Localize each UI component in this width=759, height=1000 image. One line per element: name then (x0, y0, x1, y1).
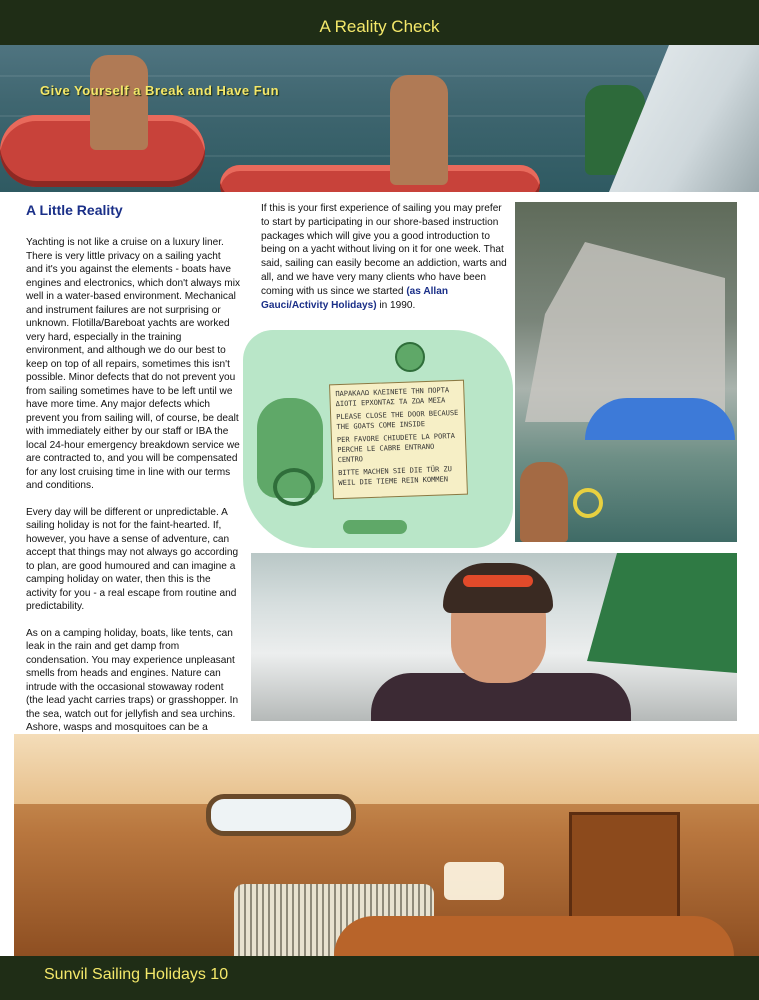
paragraph (261, 202, 510, 312)
cabin-window-light (444, 862, 504, 900)
sailor (520, 462, 568, 542)
knocker-ring (273, 468, 315, 506)
lifebuoy (573, 488, 603, 518)
paragraph-text: If this is your first experience of sailing you may prefer to start by participating in our shore-based instruction packages which will give you a good introduction to being on a yacht without living on it for one week. That said, sailing can easily become an addiction, warts and all, and we have very many clients who have been coming with us since we started (261, 203, 507, 297)
photo-woman-on-deck (251, 553, 737, 721)
hero-tagline: Give Yourself a Break and Have Fun (40, 83, 280, 98)
sign-line: BITTE MACHEN SIE DIE TÜR ZU WEIL DIE TIEME REIN KOMMEN (337, 465, 453, 488)
hero-photo-dinghies (0, 45, 759, 192)
sunglasses (463, 575, 533, 587)
sign-line: PLEASE CLOSE THE DOOR BECAUSE THE GOATS COME INSIDE (336, 408, 459, 432)
paragraph-text: in 1990. (376, 299, 416, 311)
left-column (26, 202, 240, 761)
header-bar (0, 0, 759, 45)
sign-line: ΠΑΡΑΚΑΛΩ ΚΛΕΙΝΕΤΕ ΤΗΝ ΠΟΡΤΑ ΔΙΟΤΙ ΕΡΧΟΝΤΑΣ ΤΑ ΖΩΑ ΜΕΣΑ (335, 386, 450, 409)
red-dinghy (220, 165, 540, 192)
footer-title: Sunvil Sailing Holidays 10 (44, 966, 229, 983)
person-standing (90, 55, 148, 150)
porthole (206, 794, 356, 836)
page-title: A Reality Check (319, 17, 440, 36)
paragraph: Every day will be different or unpredictable. A sailing holiday is not for the faint-hearted. If, however, you have a sense of adventure, can accept that things may not always go according to plan, are good humoured and can imagine a camping holiday on water, then this is the activity for you - a real escape from routine and predictability. (26, 506, 239, 612)
highlighted-company: (as Allan Gauci/Activity Holidays) (261, 285, 449, 311)
door-sign-illustration (243, 330, 513, 548)
photo-yacht-cabin (14, 734, 759, 956)
blue-bimini (585, 398, 735, 440)
rock-cliff (525, 242, 725, 422)
photo-bay-yacht (515, 202, 737, 542)
door-handle (343, 520, 407, 534)
green-sail (587, 553, 737, 673)
middle-column (261, 202, 510, 325)
person-standing (390, 75, 448, 185)
footer-bar (0, 956, 759, 1000)
paragraph: As on a camping holiday, boats, like tents, can leak in the rain and get damp from condensation. You may experience unpleasant smells from heads and engines. Nature can intrude with the occasional stowaway rodent (the lead yacht carries traps) or grasshopper. In the sea, watch out for jellyfish and sea urchins. Ashore, wasps and mosquitoes can be a (26, 627, 239, 733)
hair (443, 563, 553, 613)
door-knocker (257, 398, 323, 498)
sign-line: PER FAVORE CHIUDETE LA PORTA PERCHE LE CABRE ENTRANO CENTRO (336, 432, 456, 465)
cabin-ceiling (14, 734, 759, 804)
section-heading: A Little Reality (26, 202, 123, 218)
saloon-table (334, 916, 734, 956)
rosette-ornament (395, 342, 425, 372)
paragraph: Yachting is not like a cruise on a luxury liner. There is very little privacy on a sailing yacht and it's you against the elements - boats have engines and electronics, which don't always mix well in a water-based environment. Mechanical and instrument failures are not surprising or unknown. Flotilla/Bareboat yachts are worked very hard, especially in the training environment, and although we do our best to keep on top of all repairs, sometimes this isn't possible. Minor defects that do not prevent you from sailing sometimes have to be left until we have more time. Any major defects which prevent you from sailing will, of course, be dealt with immediately either by our staff or IBA the local 24-hour emergency breakdown service we are contracted to, and you will be compensated for any lost cruising time in line with our terms and conditions. (26, 237, 241, 491)
door-sign (329, 380, 468, 500)
